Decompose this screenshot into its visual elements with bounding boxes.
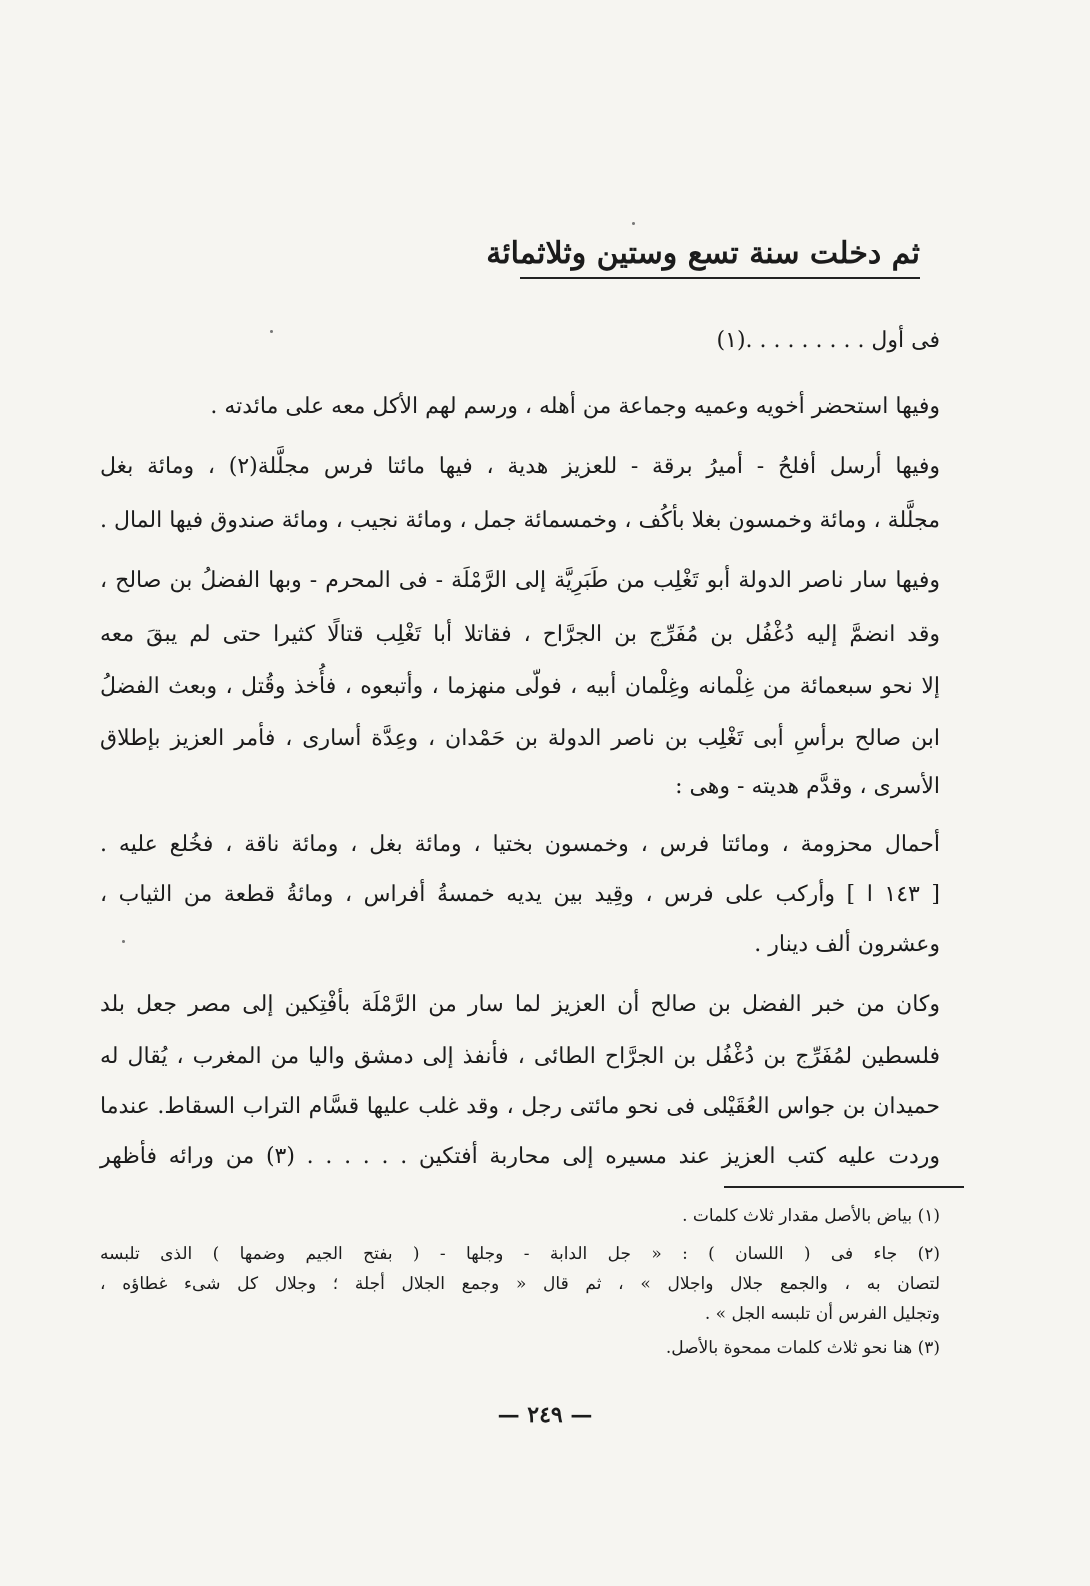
footnote: (٣) هنا نحو ثلاث كلمات ممحوة بالأصل.	[665, 1338, 940, 1358]
text-line: وقد انضمَّ إليه دُغْفُل بن مُفَرِّج بن الجرَّاح ، فقاتلا أبا تَغْلِب قتالًا كثيرا حتى لم يبقَ معه	[100, 622, 940, 647]
text-line: وفيها سار ناصر الدولة أبو تَغْلِب من طَبَرِيَّة إلى الرَّمْلَة - فى المحرم - وبها الفضلُ بن صالح ،	[100, 568, 940, 593]
footnote: وتجليل الفرس أن تلبسه الجل » .	[704, 1304, 940, 1324]
text-line: [ ١٤٣ ا ] وأركب على فرس ، وقِيد بين يديه خمسةُ أفراس ، ومائةُ قطعة من الثياب ،	[100, 882, 941, 907]
footnote: (٢) جاء فى ( اللسان ) : « جل الدابة - وجلها - ( بفتح الجيم وضمها ) الذى تلبسه	[100, 1244, 940, 1264]
page-number: — ٢٤٩ —	[497, 1402, 593, 1428]
text-line: مجلَّلة ، ومائة وخمسون بغلا بأكُف ، وخمسمائة جمل ، ومائة نجيب ، ومائة صندوق فيها المال .	[100, 508, 940, 533]
scan-speck	[270, 330, 273, 333]
text-line: وردت عليه كتب العزيز عند مسيره إلى محاربة أفتكين . . . . . . (٣) من ورائه فأظهر	[100, 1144, 940, 1169]
chapter-heading: ثم دخلت سنة تسع وستين وثلاثمائة	[520, 236, 920, 279]
scan-speck	[632, 222, 635, 225]
text-line: الأسرى ، وقدَّم هديته - وهى :	[675, 774, 940, 799]
footnote: (١) بياض بالأصل مقدار ثلاث كلمات .	[682, 1206, 940, 1226]
footnote: لتصان به ، والجمع جلال واجلال » ، ثم قال « وجمع الجلال أجلة ؛ وجلال كل شىء غطاؤه ،	[100, 1274, 940, 1294]
text-line: وفيها أرسل أفلحُ - أميرُ برقة - للعزيز هدية ، فيها مائتا فرس مجلَّلة(٢) ، ومائة بغل	[100, 454, 940, 479]
text-line: حميدان بن جواس العُقَيْلى فى نحو مائتى رجل ، وقد غلب عليها قسَّام التراب السقاط. عندما	[100, 1094, 941, 1119]
text-line: إلا نحو سبعمائة من غِلْمانه وغِلْمان أبيه ، فولّى منهزما ، وأتبعوه ، فأُخذ وقُتل ، وبعث الفضلُ	[100, 674, 940, 699]
text-line: وعشرون ألف دينار .	[754, 932, 940, 957]
text-line: أحمال محزومة ، ومائتا فرس ، وخمسون بختيا ، ومائة بغل ، ومائة ناقة ، فخُلع عليه .	[100, 832, 940, 857]
text-line: ابن صالح برأسِ أبى تَغْلِب بن ناصر الدولة بن حَمْدان ، وعِدَّة أسارى ، فأمر العزيز بإطلاق	[100, 726, 940, 751]
text-line: وفيها استحضر أخويه وعميه وجماعة من أهله ، ورسم لهم الأكل معه على مائدته .	[210, 394, 940, 419]
text-line: فى أول . . . . . . . . .(١)	[716, 328, 940, 353]
text-line: فلسطين لمُفَرِّج بن دُغْفُل بن الجرَّاح الطائى ، فأنفذ إلى دمشق واليا من المغرب ، يُقال له	[100, 1044, 940, 1069]
text-line: وكان من خبر الفضل بن صالح أن العزيز لما سار من الرَّمْلَة بأفْتِكين إلى مصر جعل بلد	[100, 992, 940, 1017]
scan-speck	[122, 940, 125, 943]
footnote-divider	[724, 1186, 964, 1188]
